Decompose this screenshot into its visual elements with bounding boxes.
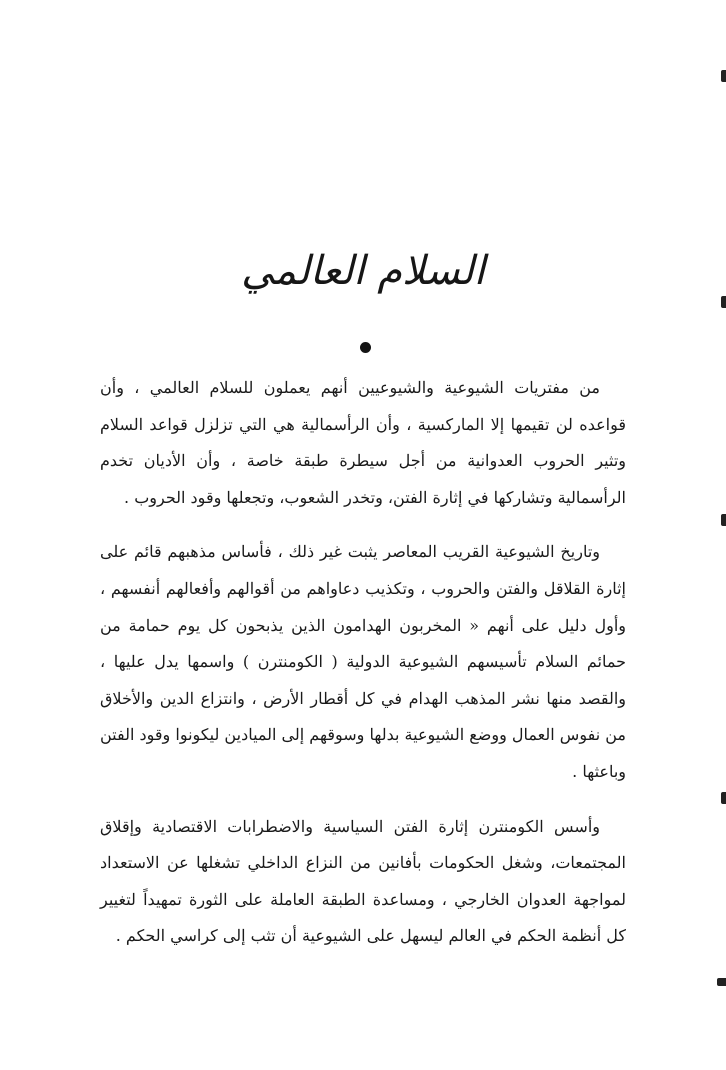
margin-mark [717, 978, 726, 986]
chapter-title: السلام العالمي [241, 248, 485, 294]
ornament-dot [360, 342, 371, 353]
paragraph-2: وتاريخ الشيوعية القريب المعاصر يثبت غير ذلك ، فأساس مذهبهم قائم على إثارة القلاقل والفتن والحروب ، وتكذيب دعاواهم من أقوالهم وأفعالهم أنفسهم ، وأول دليل على أنهم « المخربون الهدامون الذين يذبحون كل يوم حمامة من حمائم السلام تأسيسهم الشيوعية الدولية ( الكومنترن ) واسمها يدل عليها ، والقصد منها نشر المذهب الهدام في كل أقطار الأرض ، وانتزاع الدين والأخلاق من نفوس العمال ووضع الشيوعية بدلها وسوقهم إلى الميادين ليكونوا وقود الفتن وباعثها . [100, 542, 626, 781]
margin-mark [721, 70, 726, 82]
margin-mark [721, 514, 726, 526]
margin-mark [721, 792, 726, 804]
paragraph-1: من مفتريات الشيوعية والشيوعيين أنهم يعملون للسلام العالمي ، وأن قواعده لن تقيمها إلا الماركسية ، وأن الرأسمالية هي التي تزلزل قواعد السلام وتثير الحروب العدوانية من أجل سيطرة طبقة خاصة ، وأن الأديان تخدم الرأسمالية وتشاركها في إثارة الفتن، وتخدر الشعوب، وتجعلها وقود الحروب . [100, 378, 626, 507]
margin-mark [721, 296, 726, 308]
paragraph-3: وأسس الكومنترن إثارة الفتن السياسية والاضطرابات الاقتصادية وإقلاق المجتمعات، وشغل الحكومات بأفانين من النزاع الداخلي تشغلها عن الاستعداد لمواجهة العدوان الخارجي ، ومساعدة الطبقة العاملة على الثورة تمهيداً لتغيير كل أنظمة الحكم في العالم ليسهل على الشيوعية أن تثب إلى كراسي الحكم . [100, 816, 626, 946]
body-text [100, 370, 626, 973]
